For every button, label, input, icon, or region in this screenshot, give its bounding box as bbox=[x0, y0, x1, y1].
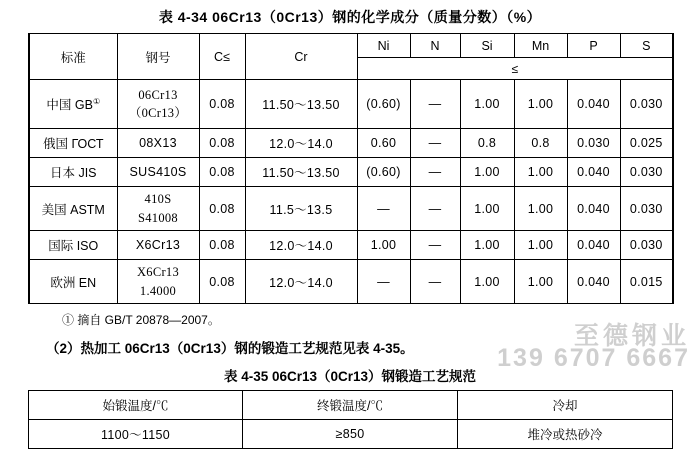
cell-cr: 12.0～14.0 bbox=[245, 260, 357, 304]
cell-s: 0.030 bbox=[620, 187, 673, 231]
cell-mn: 1.00 bbox=[514, 187, 567, 231]
cell-grade: X6Cr13 bbox=[117, 231, 199, 260]
header-end-forging-temp: 终锻温度/℃ bbox=[243, 391, 458, 420]
header-mn: Mn bbox=[514, 34, 567, 58]
cell-n: — bbox=[410, 129, 460, 158]
cell-n: — bbox=[410, 231, 460, 260]
cell-p: 0.040 bbox=[567, 80, 620, 129]
header-le-symbol: ≤ bbox=[357, 58, 673, 80]
header-start-forging-temp: 始锻温度/℃ bbox=[29, 391, 243, 420]
cell-n: — bbox=[410, 187, 460, 231]
cell-s: 0.030 bbox=[620, 80, 673, 129]
cell-mn: 1.00 bbox=[514, 231, 567, 260]
cell-c: 0.08 bbox=[199, 129, 245, 158]
cell-s: 0.015 bbox=[620, 260, 673, 304]
cell-standard: 美国 ASTM bbox=[29, 187, 117, 231]
header-grade: 钢号 bbox=[117, 34, 199, 80]
cell-c: 0.08 bbox=[199, 158, 245, 187]
cell-si: 1.00 bbox=[460, 80, 514, 129]
cell-ni: 0.60 bbox=[357, 129, 410, 158]
table-row bbox=[29, 129, 673, 158]
cell-standard: 国际 ISO bbox=[29, 231, 117, 260]
cell-ni: (0.60) bbox=[357, 158, 410, 187]
cell-standard: 俄国 ГОСТ bbox=[29, 129, 117, 158]
cell-cr: 11.5～13.5 bbox=[245, 187, 357, 231]
cell-grade bbox=[117, 187, 199, 231]
cell-ni: (0.60) bbox=[357, 80, 410, 129]
header-p: P bbox=[567, 34, 620, 58]
cell-p: 0.040 bbox=[567, 231, 620, 260]
grade-line-2: （0Cr13） bbox=[128, 106, 188, 120]
cell-mn: 1.00 bbox=[514, 158, 567, 187]
table2-header-row bbox=[29, 391, 673, 420]
header-ni: Ni bbox=[357, 34, 410, 58]
cell-p: 0.030 bbox=[567, 129, 620, 158]
grade-line-2: S41008 bbox=[137, 210, 178, 225]
cell-mn: 1.00 bbox=[514, 260, 567, 304]
grade-line-1: X6Cr13 bbox=[136, 265, 180, 280]
cell-ni: 1.00 bbox=[357, 231, 410, 260]
cell-cr: 12.0～14.0 bbox=[245, 231, 357, 260]
cell-p: 0.040 bbox=[567, 260, 620, 304]
cell-n: — bbox=[410, 260, 460, 304]
cell-si: 1.00 bbox=[460, 260, 514, 304]
cell-standard bbox=[29, 80, 117, 129]
table-header-row-1 bbox=[29, 34, 673, 58]
watermark-company: 至德钢业 bbox=[573, 322, 690, 350]
header-cr: Cr bbox=[245, 34, 357, 80]
cell-s: 0.030 bbox=[620, 158, 673, 187]
standard-name: 中国 GB bbox=[46, 98, 93, 112]
cell-cr: 12.0～14.0 bbox=[245, 129, 357, 158]
cell-ni: — bbox=[357, 260, 410, 304]
header-c: C≤ bbox=[199, 34, 245, 80]
cell-c: 0.08 bbox=[199, 231, 245, 260]
cell-grade: 08X13 bbox=[117, 129, 199, 158]
cell-si: 1.00 bbox=[460, 158, 514, 187]
cell-si: 1.00 bbox=[460, 187, 514, 231]
table-row bbox=[29, 187, 673, 231]
footnote-marker: ① bbox=[92, 96, 101, 106]
cell-standard: 日本 JIS bbox=[29, 158, 117, 187]
cell-n: — bbox=[410, 158, 460, 187]
cell-p: 0.040 bbox=[567, 158, 620, 187]
cell-c: 0.08 bbox=[199, 187, 245, 231]
table-row bbox=[29, 80, 673, 129]
table2-caption: 表 4-35 06Cr13（0Cr13）钢锻造工艺规范 bbox=[223, 369, 477, 384]
table1-footnote: ① 摘自 GB/T 20878—2007。 bbox=[62, 313, 220, 327]
cell-cr: 11.50～13.50 bbox=[245, 80, 357, 129]
header-standard: 标准 bbox=[29, 34, 117, 80]
cell-n: — bbox=[410, 80, 460, 129]
forging-spec-table bbox=[28, 390, 673, 449]
cell-mn: 1.00 bbox=[514, 80, 567, 129]
cell-mn: 0.8 bbox=[514, 129, 567, 158]
cell-end-forging-temp: ≥850 bbox=[243, 420, 458, 449]
chemical-composition-table bbox=[28, 33, 674, 304]
cell-c: 0.08 bbox=[199, 260, 245, 304]
cell-ni: — bbox=[357, 187, 410, 231]
grade-line-1: 410S bbox=[144, 192, 172, 207]
cell-grade bbox=[117, 260, 199, 304]
cell-standard: 欧洲 EN bbox=[29, 260, 117, 304]
table-row bbox=[29, 158, 673, 187]
header-s: S bbox=[620, 34, 673, 58]
grade-line-2: 1.4000 bbox=[139, 283, 177, 298]
cell-c: 0.08 bbox=[199, 80, 245, 129]
cell-cr: 11.50～13.50 bbox=[245, 158, 357, 187]
cell-s: 0.030 bbox=[620, 231, 673, 260]
header-n: N bbox=[410, 34, 460, 58]
header-si: Si bbox=[460, 34, 514, 58]
cell-cooling: 堆冷或热砂冷 bbox=[458, 420, 673, 449]
header-cooling: 冷却 bbox=[458, 391, 673, 420]
cell-grade: SUS410S bbox=[117, 158, 199, 187]
cell-p: 0.040 bbox=[567, 187, 620, 231]
cell-start-forging-temp: 1100～1150 bbox=[29, 420, 243, 449]
cell-si: 0.8 bbox=[460, 129, 514, 158]
table1-caption: 表 4-34 06Cr13（0Cr13）钢的化学成分（质量分数）（%） bbox=[158, 9, 542, 25]
table2-value-row bbox=[29, 420, 673, 449]
watermark-phone: 139 6707 6667 bbox=[497, 344, 690, 372]
table-row bbox=[29, 260, 673, 304]
body-paragraph: （2）热加工 06Cr13（0Cr13）钢的锻造工艺规范见表 4-35。 bbox=[46, 341, 414, 356]
grade-line-1: 06Cr13 bbox=[138, 87, 178, 102]
table-row bbox=[29, 231, 673, 260]
cell-grade bbox=[117, 80, 199, 129]
cell-si: 1.00 bbox=[460, 231, 514, 260]
cell-s: 0.025 bbox=[620, 129, 673, 158]
